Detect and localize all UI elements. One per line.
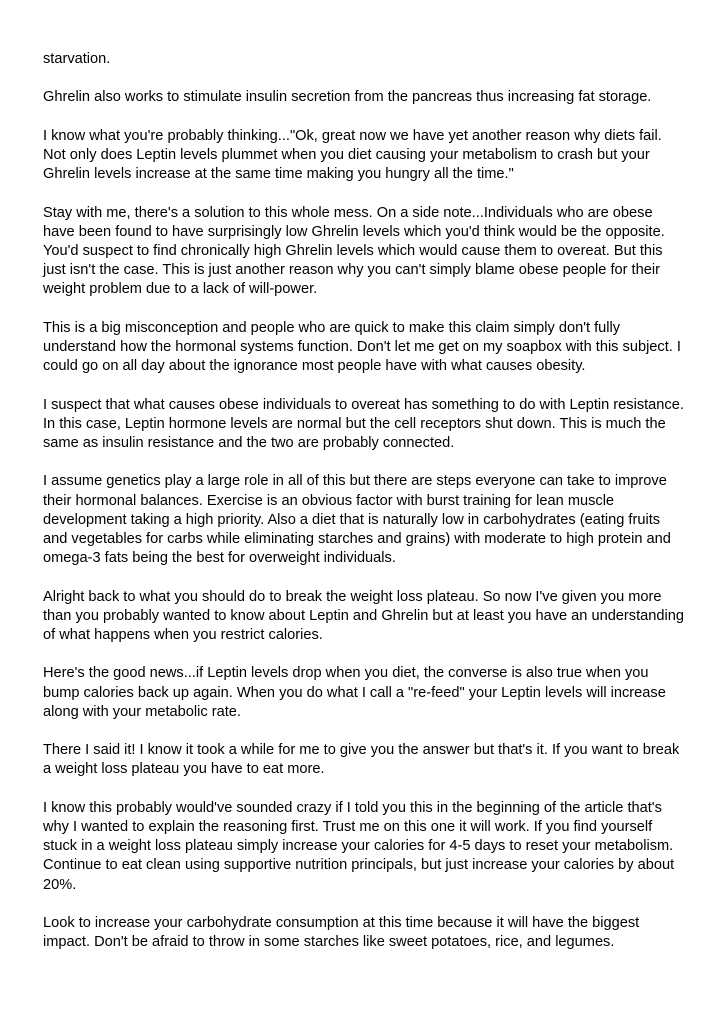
document-page <box>43 50 687 972</box>
paragraph-3: I know what you're probably thinking..."Ok, great now we have yet another reason why diets fail. Not only does Leptin levels plummet when you diet causing your metabolism to crash but your Ghrelin levels increase at the same time making you hungry all the time." <box>43 127 662 183</box>
paragraph-5: This is a big misconception and people who are quick to make this claim simply don't fully understand how the hormonal systems function. Don't let me get on my soapbox with this subject. I could go on all day about the ignorance most people have with what causes obesity. <box>43 319 681 375</box>
paragraph-11: I know this probably would've sounded crazy if I told you this in the beginning of the article that's why I wanted to explain the reasoning first. Trust me on this one it will work. If you find yourself stuck in a weight loss plateau simply increase your calories for 4-5 days to reset your metabolism. Continue to eat clean using supportive nutrition principals, but just increase your calories by about 20%. <box>43 799 675 893</box>
paragraph-9: Here's the good news...if Leptin levels drop when you diet, the converse is also true when you bump calories back up again. When you do what I call a "re-feed" your Leptin levels will increase along with your metabolic rate. <box>43 665 666 720</box>
paragraph-2: Ghrelin also works to stimulate insulin secretion from the pancreas thus increasing fat storage. <box>43 89 652 106</box>
paragraph-6: I suspect that what causes obese individuals to overeat has something to do with Leptin resistance. In this case, Leptin hormone levels are normal but the cell receptors shut down. This is much the same as insulin resistance and the two are probably connected. <box>43 396 684 451</box>
paragraph-4: Stay with me, there's a solution to this whole mess. On a side note...Individuals who are obese have been found to have surprisingly low Ghrelin levels which you'd think would be the opposite. You'd suspect to find chronically high Ghrelin levels which would cause them to overeat. But this just isn't the case. This is just another reason why you can't simply blame obese people for their weight problem due to a lack of will-power. <box>43 204 665 298</box>
paragraph-12: Look to increase your carbohydrate consumption at this time because it will have the biggest impact. Don't be afraid to throw in some starches like sweet potatoes, rice, and legumes. <box>43 914 640 951</box>
paragraph-1: starvation. <box>43 51 111 67</box>
paragraph-7: I assume genetics play a large role in all of this but there are steps everyone can take to improve their hormonal balances. Exercise is an obvious factor with burst training for lean muscle development taking a high priority. Also a diet that is naturally low in carbohydrates (eating fruits and vegetables for carbs while eliminating starches and grains) with moderate to high protein and omega-3 fats being the best for overweight individuals. <box>43 473 671 567</box>
paragraph-10: There I said it! I know it took a while for me to give you the answer but that's it. If you want to break a weight loss plateau you have to eat more. <box>43 742 680 778</box>
paragraph-8: Alright back to what you should do to break the weight loss plateau. So now I've given you more than you probably wanted to know about Leptin and Ghrelin but at least you have an understanding of what happens when you restrict calories. <box>43 588 684 643</box>
